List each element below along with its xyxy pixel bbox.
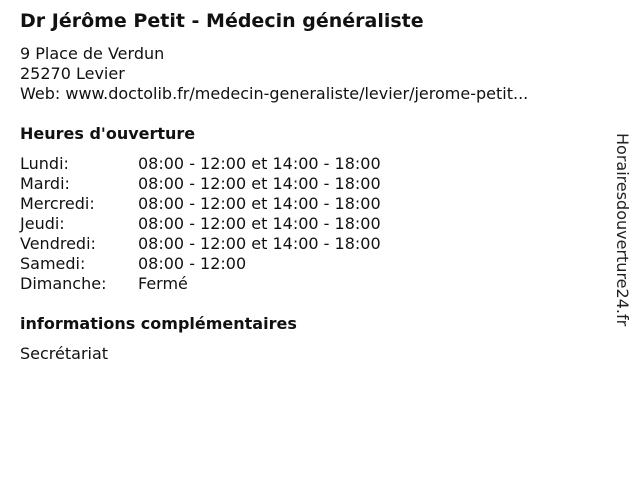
- hours-time: 08:00 - 12:00 et 14:00 - 18:00: [138, 214, 381, 233]
- hours-row-mardi: [20, 174, 381, 194]
- hours-time: 08:00 - 12:00 et 14:00 - 18:00: [138, 154, 381, 173]
- info-heading: informations complémentaires: [20, 314, 297, 333]
- hours-day: Mardi:: [20, 174, 70, 193]
- hours-day: Lundi:: [20, 154, 69, 173]
- site-watermark: Horairesdouverture24.fr: [613, 133, 632, 327]
- info-text: Secrétariat: [20, 344, 109, 363]
- hours-row-dimanche: [20, 274, 381, 294]
- address-street: 9 Place de Verdun: [20, 44, 165, 63]
- hours-time: 08:00 - 12:00: [138, 254, 247, 273]
- hours-heading: Heures d'ouverture: [20, 124, 196, 143]
- hours-day: Mercredi:: [20, 194, 95, 213]
- hours-day: Vendredi:: [20, 234, 96, 253]
- hours-row-jeudi: [20, 214, 381, 234]
- address-web: Web: www.doctolib.fr/medecin-generaliste/levier/jerome-petit...: [20, 84, 529, 103]
- hours-row-vendredi: [20, 234, 381, 254]
- hours-table: [20, 154, 381, 294]
- hours-row-mercredi: [20, 194, 381, 214]
- hours-day: Samedi:: [20, 254, 86, 273]
- hours-time: 08:00 - 12:00 et 14:00 - 18:00: [138, 194, 381, 213]
- hours-day: Dimanche:: [20, 274, 107, 293]
- hours-row-samedi: [20, 254, 381, 274]
- address-city: 25270 Levier: [20, 64, 125, 83]
- address-block: [20, 44, 528, 104]
- hours-time: 08:00 - 12:00 et 14:00 - 18:00: [138, 234, 381, 253]
- hours-time: Fermé: [138, 274, 188, 293]
- hours-day: Jeudi:: [20, 214, 65, 233]
- page-title: Dr Jérôme Petit - Médecin généraliste: [20, 10, 424, 32]
- hours-row-lundi: [20, 154, 381, 174]
- hours-time: 08:00 - 12:00 et 14:00 - 18:00: [138, 174, 381, 193]
